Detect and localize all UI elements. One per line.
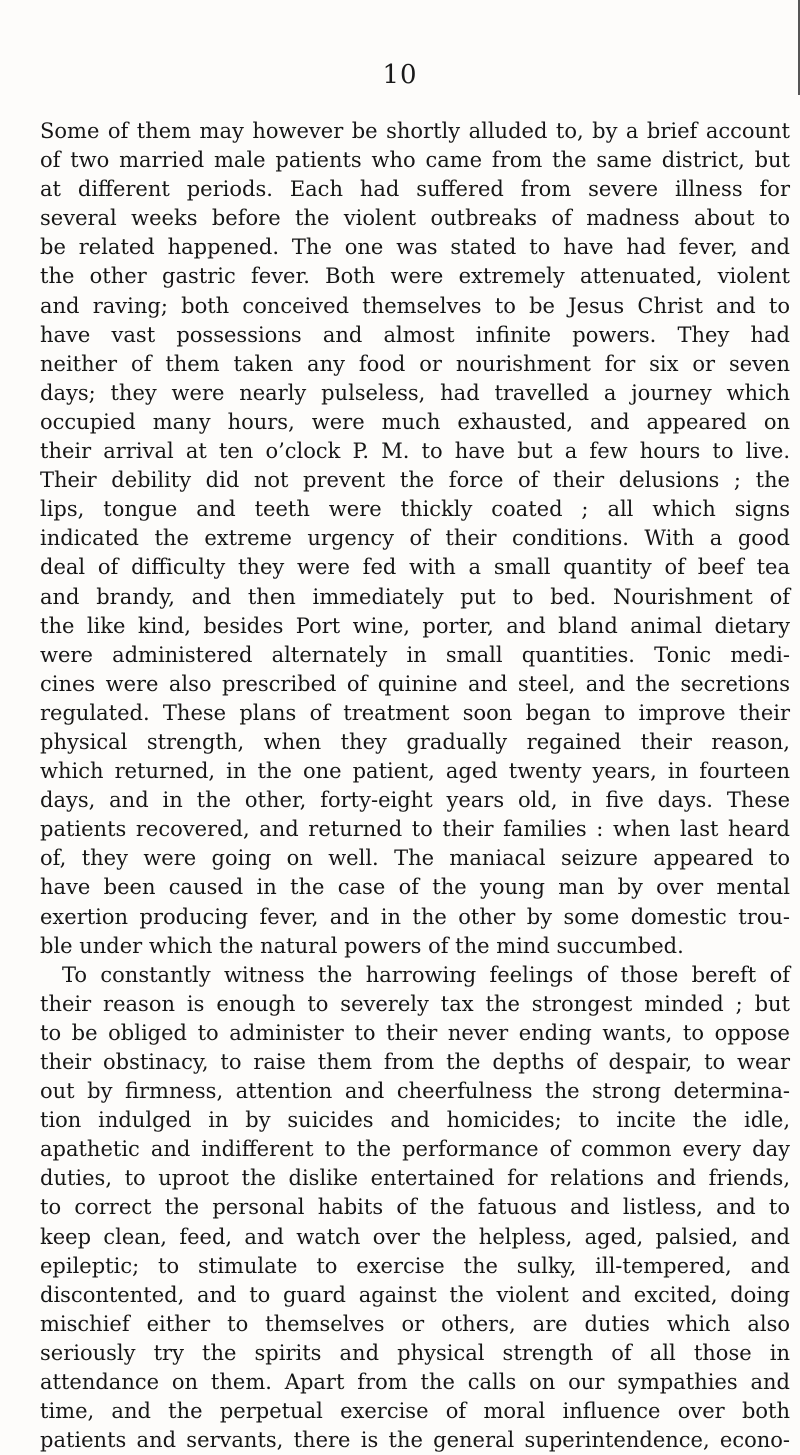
text-line: have vast possessions and almost infinite powers. They had [40, 322, 790, 347]
text-line: patients recovered, and returned to their families : when last heard [40, 817, 790, 842]
text-line: at different periods. Each had suffered from severe illness for [40, 177, 790, 202]
text-line: cines were also prescribed of quinine and steel, and the secretions [40, 671, 790, 696]
text-line: to be obliged to administer to their never ending wants, to oppose [40, 1020, 790, 1045]
text-line: regulated. These plans of treatment soon began to improve their [40, 700, 790, 725]
text-line: their arrival at ten o’clock P. M. to have but a few hours to live. [40, 439, 790, 464]
text-line: the other gastric fever. Both were extremely attenuated, violent [40, 264, 790, 289]
text-line: deal of difficulty they were fed with a small quantity of beef tea [40, 555, 790, 580]
text-line: time, and the perpetual exercise of moral influence over both [40, 1399, 790, 1424]
text-line: Some of them may however be shortly alluded to, by a brief account [40, 119, 790, 143]
text-line: duties, to uproot the dislike entertained for relations and friends, [40, 1166, 790, 1191]
text-line: patients and servants, there is the general superintendence, econo- [40, 1428, 790, 1453]
text-line: exertion producing fever, and in the other by some domestic trou- [40, 904, 790, 929]
text-line: physical strength, when they gradually regained their reason, [40, 729, 790, 754]
text-line: mischief either to themselves or others, are duties which also [40, 1311, 790, 1336]
text-line: lips, tongue and teeth were thickly coated ; all which signs [40, 497, 790, 522]
text-line: have been caused in the case of the young man by over mental [40, 875, 790, 900]
text-line: indicated the extreme urgency of their conditions. With a good [40, 526, 790, 551]
page-number: 10 [382, 60, 418, 90]
text-line: days; they were nearly pulseless, had travelled a journey which [40, 380, 790, 405]
text-line: discontented, and to guard against the violent and excited, doing [40, 1282, 790, 1307]
text-line: out by firmness, attention and cheerfulness the strong determina- [40, 1079, 790, 1104]
text-line: their reason is enough to severely tax the strongest minded ; but [40, 991, 790, 1016]
text-line: to correct the personal habits of the fatuous and listless, and to [40, 1195, 790, 1220]
text-line: and brandy, and then immediately put to bed. Nourishment of [40, 584, 790, 609]
text-line: tion indulged in by suicides and homicides; to incite the idle, [40, 1108, 790, 1133]
body-text [40, 117, 790, 1455]
text-line: attendance on them. Apart from the calls on our sympathies and [40, 1370, 790, 1395]
text-line: days, and in the other, forty-eight years old, in five days. These [40, 788, 790, 813]
text-line: were administered alternately in small quantities. Tonic medi- [40, 642, 790, 667]
text-line: keep clean, feed, and watch over the helpless, aged, palsied, and [40, 1224, 790, 1249]
text-line: of, they were going on well. The maniacal seizure appeared to [40, 846, 790, 871]
text-line: occupied many hours, were much exhausted, and appeared on [40, 409, 790, 434]
text-line: which returned, in the one patient, aged twenty years, in fourteen [40, 759, 790, 784]
text-line: seriously try the spirits and physical strength of all those in [40, 1340, 790, 1365]
text-line: their obstinacy, to raise them from the depths of despair, to wear [40, 1050, 790, 1074]
text-line: be related happened. The one was stated to have had fever, and [40, 235, 790, 260]
text-line: Their debility did not prevent the force of their delusions ; the [40, 468, 790, 493]
text-line: several weeks before the violent outbreaks of madness about to [40, 206, 790, 231]
text-line: neither of them taken any food or nourishment for six or seven [40, 351, 790, 376]
text-line: epileptic; to stimulate to exercise the sulky, ill-tempered, and [40, 1253, 790, 1278]
text-line: the like kind, besides Port wine, porter, and bland animal dietary [40, 613, 790, 638]
text-line: and raving; both conceived themselves to be Jesus Christ and to [40, 293, 790, 318]
text-line: ble under which the natural powers of the mind succumbed. [40, 933, 684, 958]
text-line: apathetic and indifferent to the performance of common every day [40, 1137, 790, 1162]
text-line: To constantly witness the harrowing feelings of those bereft of [62, 962, 790, 987]
text-line: of two married male patients who came from the same district, but [40, 148, 790, 173]
